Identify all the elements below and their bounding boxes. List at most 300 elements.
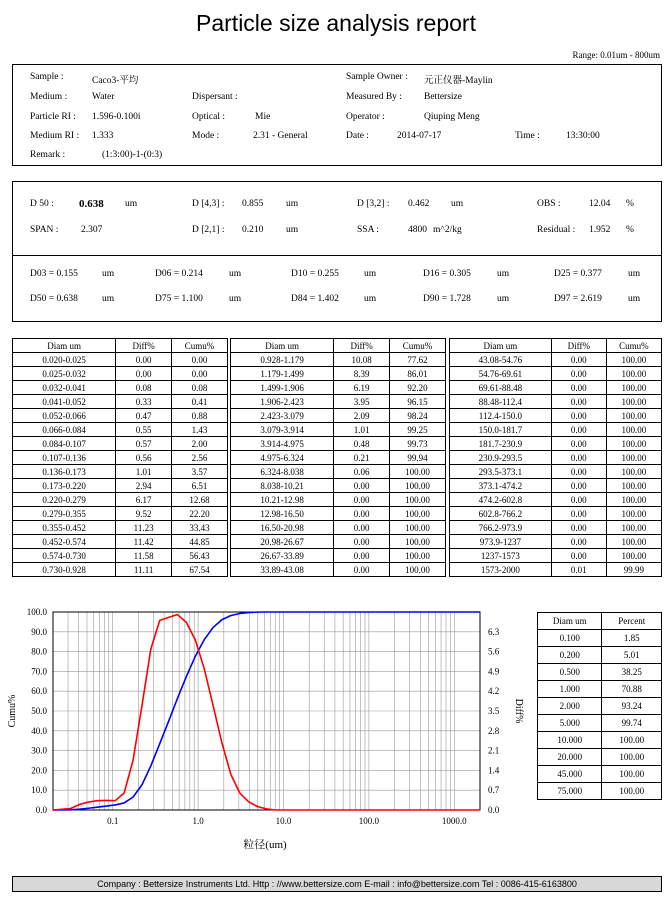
column-header: Diam um xyxy=(13,339,116,353)
table-cell: 0.500 xyxy=(538,664,602,681)
optical-value: Mie xyxy=(255,112,271,122)
table-cell: 77.62 xyxy=(390,353,446,367)
y-tick-label-left: 70.0 xyxy=(31,666,47,677)
table-cell: 9.52 xyxy=(116,507,172,521)
table-cell: 4.975-6.324 xyxy=(231,451,334,465)
table-cell: 12.98-16.50 xyxy=(231,507,334,521)
table-cell: 10.000 xyxy=(538,732,602,749)
table-row xyxy=(13,535,228,549)
x-tick-label: 1000.0 xyxy=(441,816,467,826)
table-row xyxy=(450,549,662,563)
particle-ri-value: 1.596-0.100i xyxy=(92,112,141,122)
d32-unit: um xyxy=(451,199,464,209)
percentile-unit: um xyxy=(628,294,641,304)
table-row xyxy=(538,715,662,732)
table-cell: 10.08 xyxy=(334,353,390,367)
table-cell: 0.00 xyxy=(551,549,606,563)
percentile-label: D90 = 1.728 xyxy=(423,294,471,304)
x-tick-label: 1.0 xyxy=(192,816,204,826)
table-cell: 0.41 xyxy=(172,395,228,409)
date-value: 2014-07-17 xyxy=(397,131,442,141)
table-cell: 766.2-973.9 xyxy=(450,521,552,535)
table-cell: 0.00 xyxy=(334,507,390,521)
table-cell: 602.8-766.2 xyxy=(450,507,552,521)
table-cell: 11.23 xyxy=(116,521,172,535)
d32-value: 0.462 xyxy=(408,199,430,209)
column-header: Diam um xyxy=(538,613,602,630)
dispersant-label: Dispersant : xyxy=(192,92,238,102)
table-cell: 0.00 xyxy=(551,507,606,521)
y-tick-label-right: 2.8 xyxy=(488,725,500,736)
operator-label: Operator : xyxy=(346,112,385,122)
obs-unit: % xyxy=(626,199,634,209)
table-row xyxy=(538,647,662,664)
table-cell: 150.0-181.7 xyxy=(450,423,552,437)
table-cell: 1.179-1.499 xyxy=(231,367,334,381)
table-cell: 0.00 xyxy=(172,353,228,367)
table-cell: 0.00 xyxy=(334,535,390,549)
table-cell: 26.67-33.89 xyxy=(231,549,334,563)
table-cell: 2.09 xyxy=(334,409,390,423)
table-cell: 100.00 xyxy=(390,549,446,563)
table-cell: 0.00 xyxy=(551,521,606,535)
table-cell: 181.7-230.9 xyxy=(450,437,552,451)
table-cell: 0.041-0.052 xyxy=(13,395,116,409)
table-row xyxy=(231,423,446,437)
table-cell: 100.00 xyxy=(606,535,661,549)
ssa-unit: m^2/kg xyxy=(433,225,462,235)
y-tick-label-right: 6.3 xyxy=(488,626,500,637)
table-row xyxy=(538,698,662,715)
y-tick-label-right: 4.9 xyxy=(488,666,500,677)
table-row xyxy=(13,521,228,535)
distribution-chart xyxy=(0,600,530,855)
y-tick-label-right: 0.7 xyxy=(488,785,500,796)
d50-value: 0.638 xyxy=(79,198,104,210)
table-row xyxy=(450,563,662,577)
table-cell: 12.68 xyxy=(172,493,228,507)
table-row xyxy=(231,381,446,395)
table-cell: 0.48 xyxy=(334,437,390,451)
table-row xyxy=(538,766,662,783)
table-cell: 0.21 xyxy=(334,451,390,465)
table-cell: 0.100 xyxy=(538,630,602,647)
span-label: SPAN : xyxy=(30,225,59,235)
table-cell: 92.20 xyxy=(390,381,446,395)
table-row xyxy=(450,381,662,395)
table-cell: 86.01 xyxy=(390,367,446,381)
table-cell: 100.00 xyxy=(606,479,661,493)
table-cell: 0.08 xyxy=(172,381,228,395)
table-row xyxy=(450,367,662,381)
table-cell: 973.9-1237 xyxy=(450,535,552,549)
table-row xyxy=(231,507,446,521)
table-cell: 0.355-0.452 xyxy=(13,521,116,535)
table-cell: 0.107-0.136 xyxy=(13,451,116,465)
obs-label: OBS : xyxy=(537,199,561,209)
table-cell: 6.324-8.038 xyxy=(231,465,334,479)
x-tick-label: 10.0 xyxy=(275,816,292,826)
percent-table xyxy=(537,612,662,800)
medium-ri-value: 1.333 xyxy=(92,131,114,141)
table-cell: 100.00 xyxy=(606,451,661,465)
table-cell: 5.01 xyxy=(602,647,662,664)
table-cell: 0.08 xyxy=(116,381,172,395)
table-cell: 98.24 xyxy=(390,409,446,423)
y-tick-label-right: 0.0 xyxy=(488,805,500,815)
report-title: Particle size analysis report xyxy=(196,10,476,36)
table-cell: 0.452-0.574 xyxy=(13,535,116,549)
table-cell: 100.00 xyxy=(606,353,661,367)
table-row xyxy=(13,437,228,451)
differential-series-line xyxy=(53,615,480,810)
x-tick-label: 0.1 xyxy=(107,816,119,826)
table-row xyxy=(13,367,228,381)
table-cell: 0.00 xyxy=(551,395,606,409)
table-cell: 43.08-54.76 xyxy=(450,353,552,367)
d50-label: D 50 : xyxy=(30,199,54,209)
table-cell: 0.574-0.730 xyxy=(13,549,116,563)
y-tick-label-right: 2.1 xyxy=(488,745,500,756)
table-cell: 100.00 xyxy=(390,479,446,493)
table-cell: 2.94 xyxy=(116,479,172,493)
table-cell: 0.00 xyxy=(551,451,606,465)
y-tick-label-left: 80.0 xyxy=(31,646,47,657)
table-cell: 3.57 xyxy=(172,465,228,479)
table-cell: 100.00 xyxy=(606,381,661,395)
column-header: Cumu% xyxy=(172,339,228,353)
table-row xyxy=(450,479,662,493)
column-header: Diam um xyxy=(231,339,334,353)
table-cell: 5.000 xyxy=(538,715,602,732)
time-value: 13:30:00 xyxy=(566,131,600,141)
table-cell: 3.914-4.975 xyxy=(231,437,334,451)
percentile-label: D50 = 0.638 xyxy=(30,294,78,304)
column-header: Percent xyxy=(602,613,662,630)
y-tick-label-right: 4.2 xyxy=(488,686,500,697)
measurement-range: Range: 0.01um - 800um xyxy=(572,50,660,60)
percentile-unit: um xyxy=(497,269,510,279)
table-cell: 2.423-3.079 xyxy=(231,409,334,423)
table-cell: 0.00 xyxy=(551,479,606,493)
mode-value: 2.31 - General xyxy=(253,131,308,141)
table-row xyxy=(231,367,446,381)
table-row xyxy=(13,423,228,437)
table-cell: 0.00 xyxy=(172,367,228,381)
table-cell: 69.61-88.48 xyxy=(450,381,552,395)
table-row xyxy=(450,353,662,367)
table-cell: 0.00 xyxy=(551,423,606,437)
medium-ri-label: Medium RI : xyxy=(30,131,80,141)
table-cell: 45.000 xyxy=(538,766,602,783)
column-header: Diff% xyxy=(116,339,172,353)
table-cell: 1.906-2.423 xyxy=(231,395,334,409)
table-cell: 1.01 xyxy=(334,423,390,437)
table-cell: 6.17 xyxy=(116,493,172,507)
residual-value: 1.952 xyxy=(589,225,611,235)
table-cell: 1237-1573 xyxy=(450,549,552,563)
table-cell: 20.000 xyxy=(538,749,602,766)
table-cell: 0.00 xyxy=(551,465,606,479)
table-cell: 8.39 xyxy=(334,367,390,381)
table-cell: 1.499-1.906 xyxy=(231,381,334,395)
table-cell: 100.00 xyxy=(606,395,661,409)
percentile-unit: um xyxy=(497,294,510,304)
table-cell: 100.00 xyxy=(390,507,446,521)
table-row xyxy=(13,479,228,493)
table-cell: 0.00 xyxy=(551,381,606,395)
table-row xyxy=(231,535,446,549)
y-axis-label-left: Cumu% xyxy=(7,694,18,728)
table-row xyxy=(13,395,228,409)
table-row xyxy=(13,381,228,395)
medium-label: Medium : xyxy=(30,92,68,102)
y-axis-label-right: Diff% xyxy=(513,698,524,724)
table-cell: 0.025-0.032 xyxy=(13,367,116,381)
table-cell: 100.00 xyxy=(606,465,661,479)
table-row xyxy=(13,563,228,577)
table-row xyxy=(450,521,662,535)
table-cell: 96.15 xyxy=(390,395,446,409)
table-row xyxy=(231,465,446,479)
d43-value: 0.855 xyxy=(242,199,264,209)
table-cell: 100.00 xyxy=(602,749,662,766)
table-cell: 100.00 xyxy=(606,521,661,535)
table-cell: 99.94 xyxy=(390,451,446,465)
table-cell: 293.5-373.1 xyxy=(450,465,552,479)
time-label: Time : xyxy=(515,131,540,141)
table-cell: 33.43 xyxy=(172,521,228,535)
percentile-label: D97 = 2.619 xyxy=(554,294,602,304)
table-cell: 70.88 xyxy=(602,681,662,698)
table-cell: 0.052-0.066 xyxy=(13,409,116,423)
table-cell: 0.00 xyxy=(116,353,172,367)
table-cell: 100.00 xyxy=(606,423,661,437)
table-cell: 99.73 xyxy=(390,437,446,451)
table-cell: 0.00 xyxy=(551,409,606,423)
d43-label: D [4,3] : xyxy=(192,199,225,209)
table-cell: 16.50-20.98 xyxy=(231,521,334,535)
d50-unit: um xyxy=(125,199,138,209)
table-cell: 112.4-150.0 xyxy=(450,409,552,423)
table-cell: 99.74 xyxy=(602,715,662,732)
y-tick-label-left: 100.0 xyxy=(26,607,47,617)
table-cell: 100.00 xyxy=(602,783,662,800)
percentile-unit: um xyxy=(229,294,242,304)
owner-value: 元正仪器-Maylin xyxy=(424,76,493,86)
percentile-label: D84 = 1.402 xyxy=(291,294,339,304)
percentile-unit: um xyxy=(364,294,377,304)
table-cell: 0.066-0.084 xyxy=(13,423,116,437)
y-tick-label-left: 90.0 xyxy=(31,626,47,637)
medium-value: Water xyxy=(92,92,115,102)
d21-label: D [2,1] : xyxy=(192,225,225,235)
table-cell: 100.00 xyxy=(390,493,446,507)
table-cell: 0.00 xyxy=(334,549,390,563)
stats-divider xyxy=(13,255,661,256)
mode-label: Mode : xyxy=(192,131,220,141)
table-row xyxy=(450,535,662,549)
table-row xyxy=(450,437,662,451)
table-cell: 0.020-0.025 xyxy=(13,353,116,367)
table-cell: 0.01 xyxy=(551,563,606,577)
remark-value: (1:3:00)-1-(0:3) xyxy=(102,150,163,160)
column-header: Cumu% xyxy=(606,339,661,353)
measured-label: Measured By : xyxy=(346,92,402,102)
d32-label: D [3,2] : xyxy=(357,199,390,209)
table-cell: 6.19 xyxy=(334,381,390,395)
table-cell: 100.00 xyxy=(390,563,446,577)
table-row xyxy=(538,732,662,749)
column-header: Diff% xyxy=(334,339,390,353)
table-cell: 75.000 xyxy=(538,783,602,800)
table-cell: 3.079-3.914 xyxy=(231,423,334,437)
table-cell: 33.89-43.08 xyxy=(231,563,334,577)
percentile-label: D03 = 0.155 xyxy=(30,269,78,279)
table-cell: 11.11 xyxy=(116,563,172,577)
measured-value: Bettersize xyxy=(424,92,462,102)
obs-value: 12.04 xyxy=(589,199,611,209)
table-cell: 100.00 xyxy=(606,437,661,451)
distribution-table-2 xyxy=(230,338,446,577)
table-cell: 474.2-602.8 xyxy=(450,493,552,507)
percentile-unit: um xyxy=(628,269,641,279)
table-cell: 1.85 xyxy=(602,630,662,647)
table-cell: 100.00 xyxy=(390,465,446,479)
column-header: Cumu% xyxy=(390,339,446,353)
d21-unit: um xyxy=(286,225,299,235)
table-cell: 100.00 xyxy=(390,521,446,535)
table-row xyxy=(450,493,662,507)
d43-unit: um xyxy=(286,199,299,209)
table-cell: 20.98-26.67 xyxy=(231,535,334,549)
table-row xyxy=(231,451,446,465)
table-cell: 0.33 xyxy=(116,395,172,409)
sample-value: Caco3-平均 xyxy=(92,76,139,86)
table-cell: 100.00 xyxy=(606,493,661,507)
table-cell: 1.000 xyxy=(538,681,602,698)
table-cell: 0.928-1.179 xyxy=(231,353,334,367)
table-cell: 6.51 xyxy=(172,479,228,493)
percentile-unit: um xyxy=(364,269,377,279)
table-cell: 44.85 xyxy=(172,535,228,549)
table-cell: 1.43 xyxy=(172,423,228,437)
percentile-label: D75 = 1.100 xyxy=(155,294,203,304)
table-row xyxy=(538,630,662,647)
table-cell: 1.01 xyxy=(116,465,172,479)
table-row xyxy=(13,353,228,367)
table-row xyxy=(231,493,446,507)
owner-label: Sample Owner : xyxy=(346,72,408,82)
column-header: Diam um xyxy=(450,339,552,353)
table-row xyxy=(538,664,662,681)
table-cell: 100.00 xyxy=(602,732,662,749)
company-footer: Company : Bettersize Instruments Ltd. Http : //www.bettersize.com E-mail : info@bettersize.com Tel : 0086-415-6163800 xyxy=(12,876,662,892)
table-cell: 2.56 xyxy=(172,451,228,465)
table-cell: 100.00 xyxy=(606,507,661,521)
table-cell: 230.9-293.5 xyxy=(450,451,552,465)
percentile-label: D16 = 0.305 xyxy=(423,269,471,279)
percentile-unit: um xyxy=(229,269,242,279)
table-cell: 0.173-0.220 xyxy=(13,479,116,493)
table-row xyxy=(13,507,228,521)
table-row xyxy=(231,353,446,367)
table-cell: 0.032-0.041 xyxy=(13,381,116,395)
table-cell: 2.00 xyxy=(172,437,228,451)
table-cell: 0.88 xyxy=(172,409,228,423)
table-cell: 0.279-0.355 xyxy=(13,507,116,521)
table-cell: 0.00 xyxy=(551,535,606,549)
table-cell: 11.42 xyxy=(116,535,172,549)
table-cell: 1573-2000 xyxy=(450,563,552,577)
percentile-label: D25 = 0.377 xyxy=(554,269,602,279)
percentile-label: D06 = 0.214 xyxy=(155,269,203,279)
table-cell: 0.200 xyxy=(538,647,602,664)
table-cell: 8.038-10.21 xyxy=(231,479,334,493)
ssa-value: 4800 xyxy=(408,225,427,235)
table-cell: 0.00 xyxy=(334,493,390,507)
table-cell: 99.25 xyxy=(390,423,446,437)
table-row xyxy=(538,681,662,698)
y-tick-label-left: 40.0 xyxy=(31,725,47,736)
table-row xyxy=(13,409,228,423)
table-row xyxy=(13,549,228,563)
table-row xyxy=(450,395,662,409)
table-row xyxy=(231,437,446,451)
y-tick-label-left: 50.0 xyxy=(31,706,47,716)
table-cell: 99.99 xyxy=(606,563,661,577)
table-cell: 0.730-0.928 xyxy=(13,563,116,577)
y-tick-label-left: 20.0 xyxy=(31,765,47,776)
table-cell: 0.06 xyxy=(334,465,390,479)
table-row xyxy=(538,749,662,766)
y-tick-label-right: 1.4 xyxy=(488,765,500,776)
percentile-unit: um xyxy=(102,269,115,279)
table-row xyxy=(231,563,446,577)
y-tick-label-right: 5.6 xyxy=(488,646,500,657)
y-tick-label-left: 10.0 xyxy=(31,785,47,796)
table-cell: 22.20 xyxy=(172,507,228,521)
percentile-label: D10 = 0.255 xyxy=(291,269,339,279)
table-cell: 3.95 xyxy=(334,395,390,409)
table-cell: 93.24 xyxy=(602,698,662,715)
table-row xyxy=(450,465,662,479)
table-row xyxy=(13,451,228,465)
table-cell: 0.00 xyxy=(551,493,606,507)
sample-info-box xyxy=(12,64,662,166)
table-cell: 0.00 xyxy=(551,437,606,451)
table-row xyxy=(450,451,662,465)
sample-label: Sample : xyxy=(30,72,64,82)
table-cell: 0.00 xyxy=(334,563,390,577)
statistics-box xyxy=(12,181,662,322)
date-label: Date : xyxy=(346,131,369,141)
x-axis-label: 粒径(um) xyxy=(243,839,287,851)
y-tick-label-left: 30.0 xyxy=(31,745,47,756)
span-value: 2.307 xyxy=(81,225,103,235)
table-row xyxy=(13,465,228,479)
table-cell: 0.136-0.173 xyxy=(13,465,116,479)
column-header: Diff% xyxy=(551,339,606,353)
table-cell: 11.58 xyxy=(116,549,172,563)
table-cell: 0.57 xyxy=(116,437,172,451)
table-cell: 10.21-12.98 xyxy=(231,493,334,507)
table-cell: 100.00 xyxy=(606,367,661,381)
d21-value: 0.210 xyxy=(242,225,264,235)
distribution-table-3 xyxy=(449,338,662,577)
table-row xyxy=(450,409,662,423)
table-cell: 0.00 xyxy=(551,367,606,381)
